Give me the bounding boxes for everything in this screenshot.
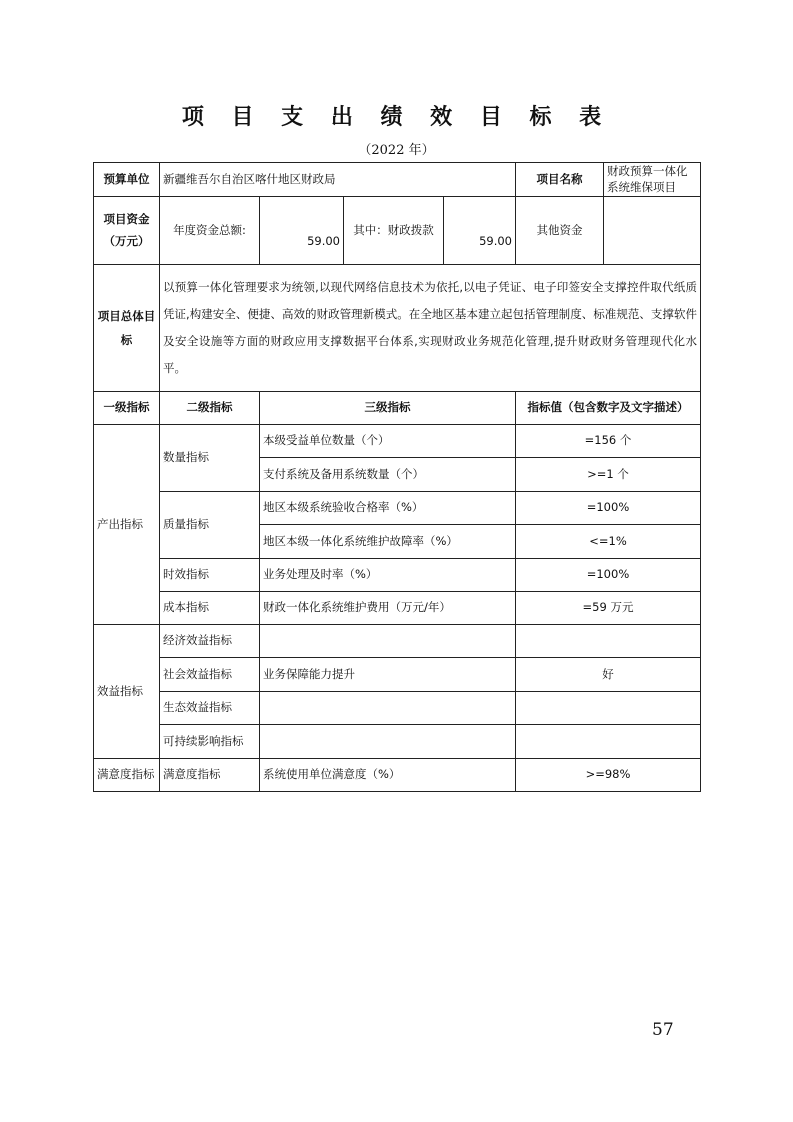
page-title: 项 目 支 出 绩 效 目 标 表 [181, 104, 612, 130]
indicator-value: =156 个 [516, 425, 701, 458]
indicator-name [260, 625, 516, 658]
indicator-name: 系统使用单位满意度（%） [260, 759, 516, 792]
indicator-name: 本级受益单位数量（个） [260, 425, 516, 458]
social-indicator-label: 社会效益指标 [160, 658, 260, 692]
cost-indicator-label: 成本指标 [160, 592, 260, 625]
project-name-label: 项目名称 [516, 163, 604, 197]
table-row [94, 492, 701, 525]
col-level1: 一级指标 [94, 392, 160, 425]
table-row [94, 592, 701, 625]
budget-unit-value: 新疆维吾尔自治区喀什地区财政局 [160, 163, 516, 197]
table-row [94, 425, 701, 458]
table-row [94, 692, 701, 725]
table-row [94, 725, 701, 759]
funds-label: 项目资金（万元） [94, 197, 160, 265]
timeliness-indicator-label: 时效指标 [160, 559, 260, 592]
objective-text: 以预算一体化管理要求为统领,以现代网络信息技术为依托,以电子凭证、电子印签安全支撑控件取代纸质凭证,构建安全、便捷、高效的财政管理新模式。在全地区基本建立起包括管理制度、标准规范、支撑软件及安全设施等方面的财政应用支撑数据平台体系,实现财政业务规范化管理,提升财政财务管理现代化水平。 [160, 265, 701, 392]
indicator-value: =59 万元 [516, 592, 701, 625]
satisfaction-sub-label: 满意度指标 [160, 759, 260, 792]
project-name-value: 财政预算一体化系统维保项目 [604, 163, 701, 197]
performance-table [93, 162, 701, 792]
funds-row [94, 197, 701, 265]
indicator-value [516, 625, 701, 658]
objective-row [94, 265, 701, 392]
indicator-name: 地区本级一体化系统维护故障率（%） [260, 525, 516, 559]
header-row [94, 163, 701, 197]
indicator-name: 业务处理及时率（%） [260, 559, 516, 592]
column-header-row [94, 392, 701, 425]
budget-unit-label: 预算单位 [94, 163, 160, 197]
indicator-name [260, 692, 516, 725]
indicator-value: =100% [516, 492, 701, 525]
indicator-value [516, 725, 701, 759]
quantity-indicator-label: 数量指标 [160, 425, 260, 492]
year-label: （2022 年） [358, 143, 435, 158]
other-funds-label: 其他资金 [516, 197, 604, 265]
satisfaction-indicator-label: 满意度指标 [94, 759, 160, 792]
indicator-name: 财政一体化系统维护费用（万元/年） [260, 592, 516, 625]
indicator-value: >=1 个 [516, 458, 701, 492]
sustainable-indicator-label: 可持续影响指标 [160, 725, 260, 759]
fiscal-allocation-label: 其中：财政拨款 [344, 197, 444, 265]
indicator-value: >=98% [516, 759, 701, 792]
ecological-indicator-label: 生态效益指标 [160, 692, 260, 725]
indicator-value [516, 692, 701, 725]
objective-label: 项目总体目标 [94, 265, 160, 392]
table-row [94, 625, 701, 658]
indicator-name [260, 725, 516, 759]
col-value: 指标值（包含数字及文字描述） [516, 392, 701, 425]
other-funds-value [604, 197, 701, 265]
table-row [94, 658, 701, 692]
indicator-name: 支付系统及备用系统数量（个） [260, 458, 516, 492]
indicator-name: 地区本级系统验收合格率（%） [260, 492, 516, 525]
table-row [94, 559, 701, 592]
page-number: 57 [652, 1020, 674, 1040]
indicator-value: =100% [516, 559, 701, 592]
table-row [94, 759, 701, 792]
fiscal-allocation-value: 59.00 [444, 197, 516, 265]
indicator-name: 业务保障能力提升 [260, 658, 516, 692]
economic-indicator-label: 经济效益指标 [160, 625, 260, 658]
annual-total-label: 年度资金总额: [160, 197, 260, 265]
indicator-value: <=1% [516, 525, 701, 559]
col-level2: 二级指标 [160, 392, 260, 425]
col-level3: 三级指标 [260, 392, 516, 425]
annual-total-value: 59.00 [260, 197, 344, 265]
benefit-indicator-label: 效益指标 [94, 625, 160, 759]
output-indicator-label: 产出指标 [94, 425, 160, 625]
quality-indicator-label: 质量指标 [160, 492, 260, 559]
indicator-value: 好 [516, 658, 701, 692]
